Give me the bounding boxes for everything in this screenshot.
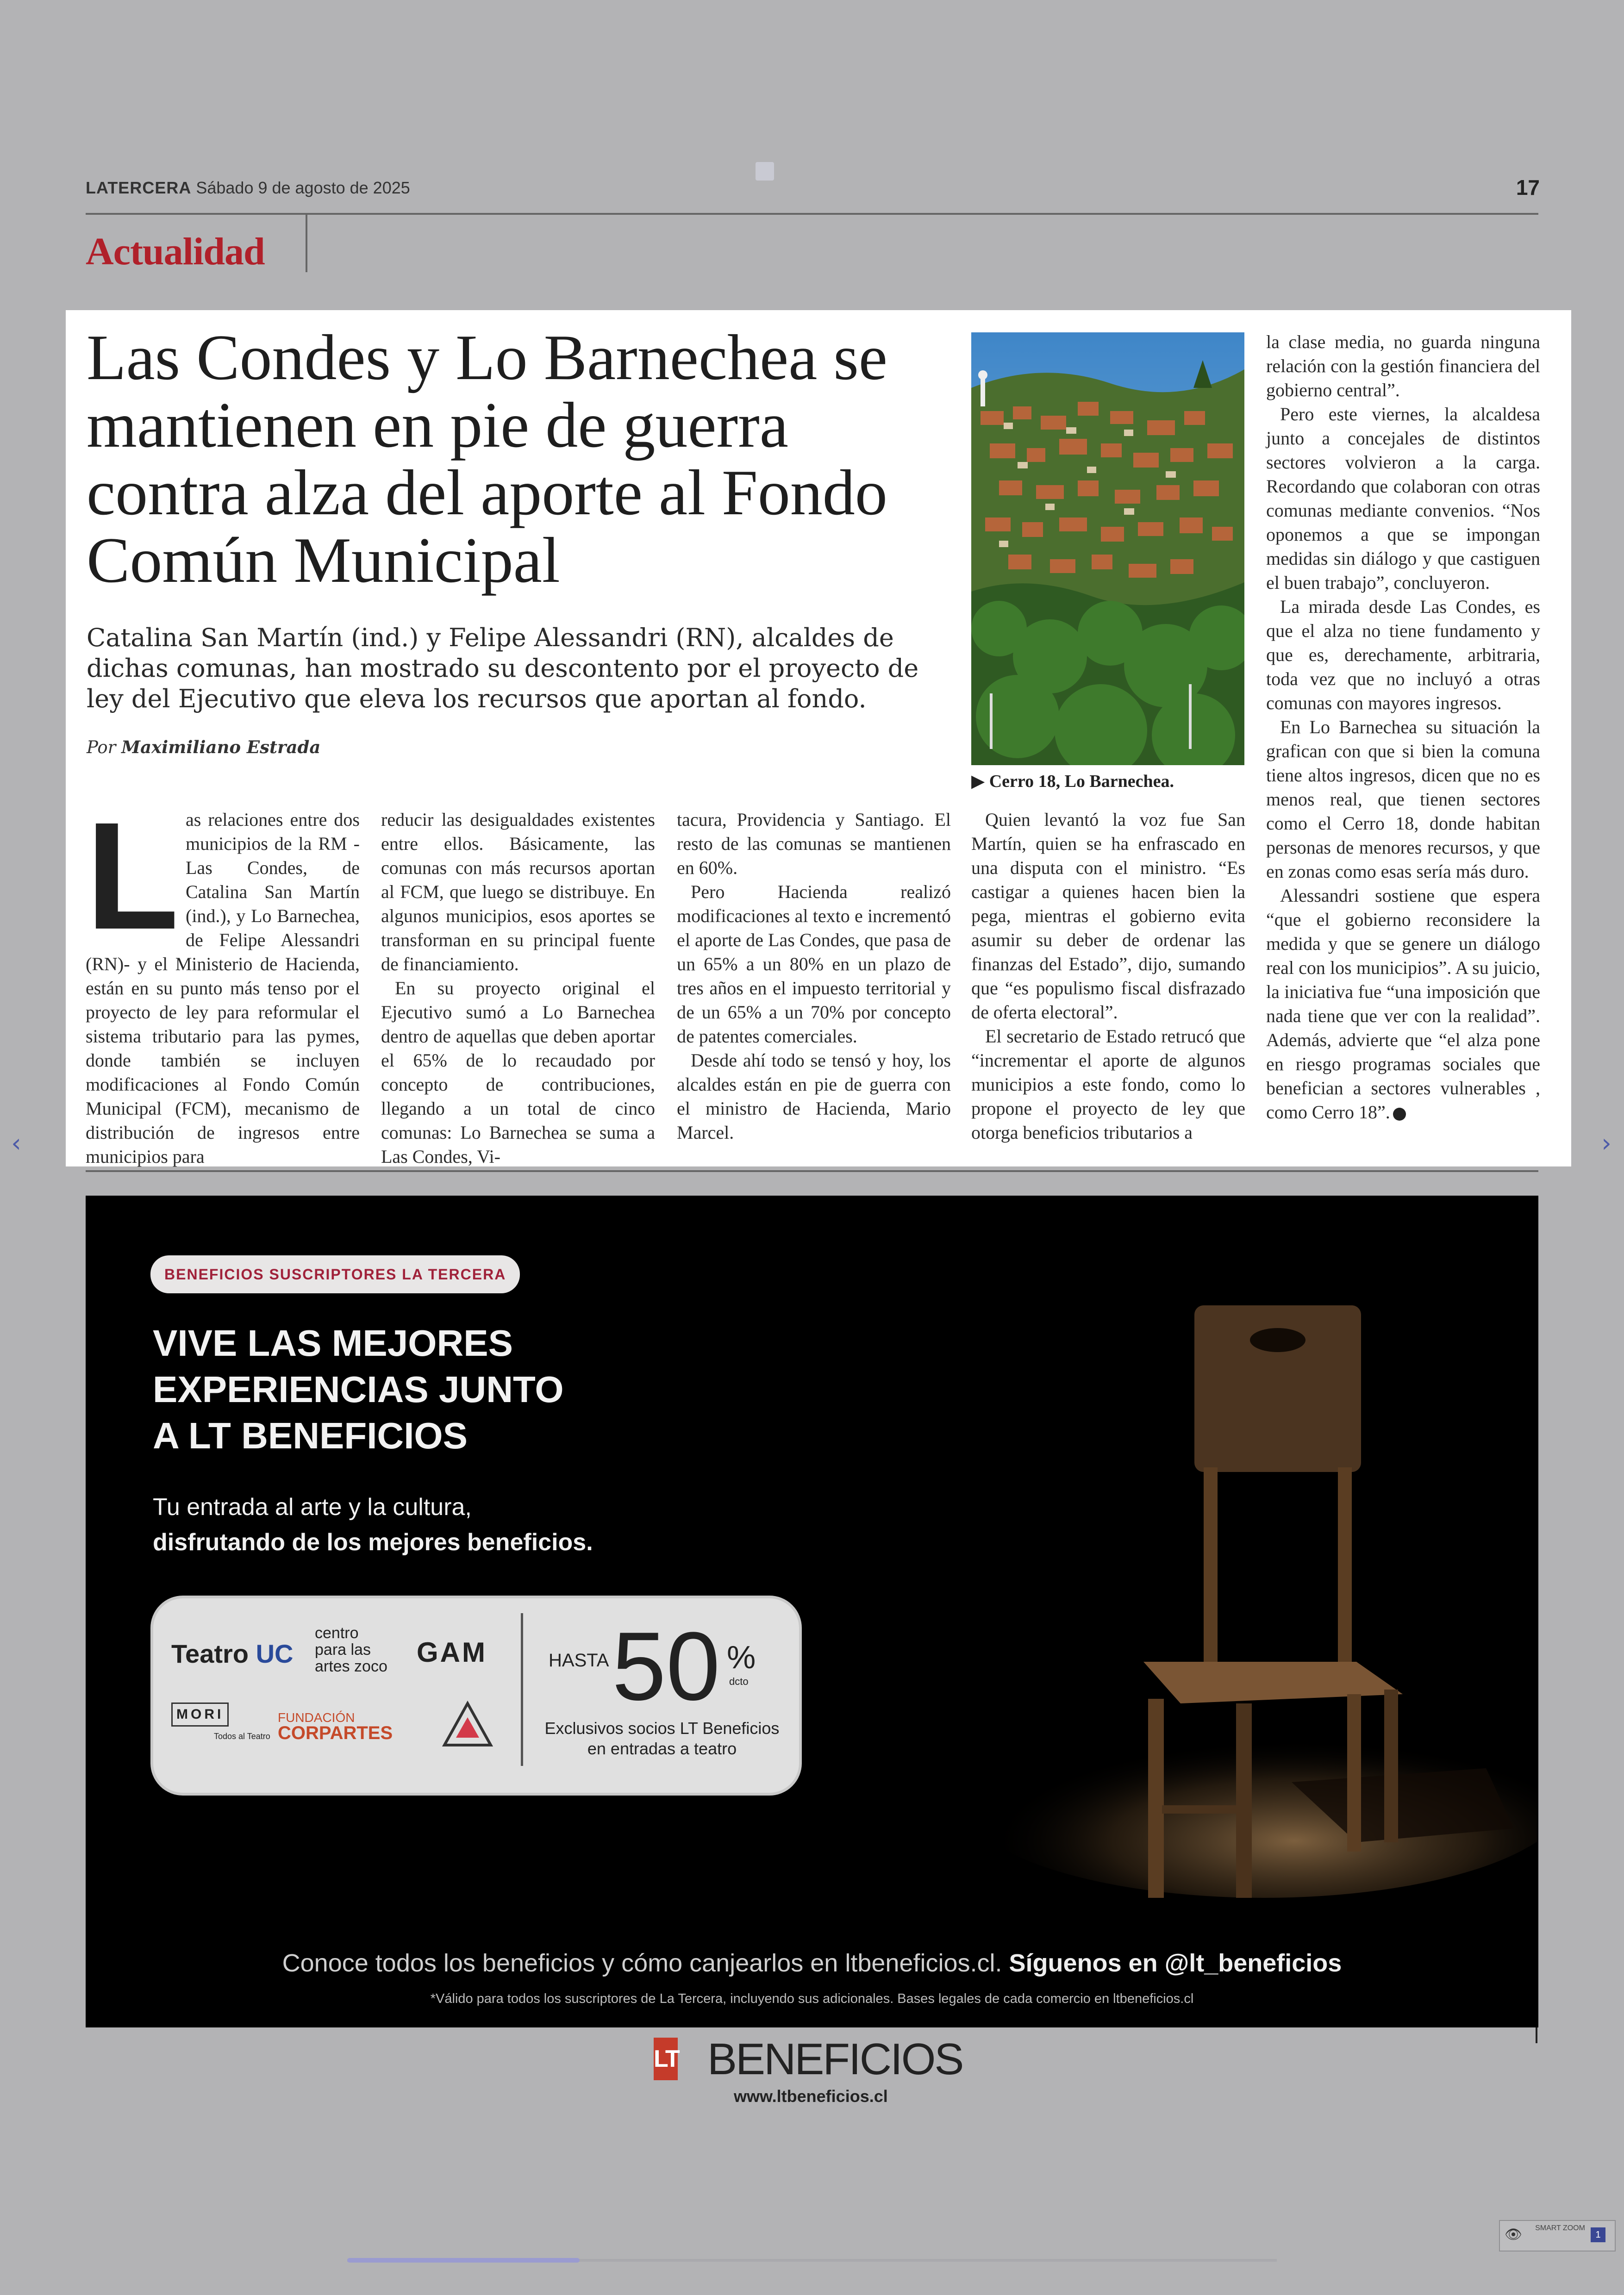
page-marker: [756, 162, 774, 181]
paragraph: la clase media, no guarda ninguna relación con la gestión financiera del gobierno central”.: [1266, 331, 1540, 400]
section-divider: [306, 214, 307, 272]
smart-zoom-label: SMART ZOOM: [1535, 2224, 1585, 2232]
paragraph: tacura, Providencia y Santiago. El resto de las comunas se mantienen en 60%.: [677, 809, 951, 878]
ad-legal-note: *Válido para todos los suscriptores de La Tercera, incluyendo sus adicionales. Bases legales de cada comercio en ltbeneficios.cl: [430, 1991, 1194, 2006]
deck: Catalina San Martín (ind.) y Felipe Alessandri (RN), alcaldes de dichas comunas, han mostrado su descontento por el proyecto de ley del Ejecutivo que eleva los recursos que aportan al fondo.: [87, 623, 919, 713]
discount-note: Exclusivos socios LT Beneficios en entradas a teatro: [544, 1719, 780, 1758]
centro-artes-zoco-logo: centro para las artes zoco: [315, 1624, 387, 1675]
paragraph: reducir las desigualdades existentes entre ellos. Básicamente, las comunas con más recursos aportan al FCM, que luego se distribuye. En algunos municipios, esos aportes se transforman en su principal fuente de financiamiento.: [381, 809, 655, 974]
paragraph: En Lo Barnechea su situación la grafican con que si bien la comuna tiene altos ingresos, dicen que no es menos real, que tienen sectores como el Cerro 18, donde habitan personas de menores recursos, y que en zonas como esas sería más duro.: [1266, 717, 1540, 882]
masthead: [86, 178, 410, 198]
paragraph: La mirada desde Las Condes, es que el alza no tiene fundamento y que es, derechamente, arbitraria, toda vez que no incluyó a otras comunas con mayores ingresos.: [1266, 596, 1540, 713]
paragraph: Pero este viernes, la alcaldesa junto a concejales de distintos sectores volvieron a la carga. Recordando que colaboran con otras comunas mediante convenios. “Nos oponemos a que se impongan medidas sin diálogo y que castiguen el buen trabajo”, concluyeron.: [1266, 404, 1540, 593]
article-column-1: [86, 790, 360, 1169]
lt-beneficios-url[interactable]: www.ltbeneficios.cl: [734, 2087, 888, 2106]
photo-cerro-18: [971, 332, 1244, 765]
article-column-5: [1266, 330, 1540, 1124]
article-column-2: [381, 808, 655, 1169]
article-column-4: [971, 808, 1245, 1145]
byline-author: Maximiliano Estrada: [121, 737, 321, 757]
corpartes-logo-top: FUNDACIÓN: [278, 1710, 355, 1725]
mori-logo: MORI: [171, 1703, 229, 1727]
caption-arrow-icon: ▶: [971, 772, 985, 791]
ad-subtitle: Tu entrada al arte y la cultura, disfrutando de los mejores beneficios.: [153, 1494, 593, 1556]
paragraph: El secretario de Estado retrucó que “incrementar el aporte de algunos municipios a este fondo, como lo propone el proyecto de ley que otorga beneficios tributarios a: [971, 1026, 1245, 1143]
triangle-partner-logo: [440, 1700, 495, 1751]
paragraph: Desde ahí todo se tensó y hoy, los alcaldes están en pie de guerra con el ministro de Hacienda, Mario Marcel.: [677, 1050, 951, 1143]
chair-illustration: [940, 1296, 1537, 1944]
bottom-rule: [86, 1170, 1538, 1172]
lt-logo: LT: [654, 2038, 678, 2080]
paragraph: Pero Hacienda realizó modificaciones al texto e incrementó el aporte de Las Condes, que pasa de un 65% a un 80% en un plazo de tres años en el impuesto territorial y de un 65% a un 70% por concepto de patentes comerciales.: [677, 881, 951, 1047]
article-column-3: [677, 808, 951, 1145]
eye-icon: 👁: [1505, 2226, 1523, 2243]
paragraph: Quien levantó la voz fue San Martín, quien se ha enfrascado en una disputa con el ministro. “Es castigar a quienes hacen bien la pega, mientras el gobierno evita asumir su deber de ordenar las finanzas del Estado”, dijo, sumando que “es populismo fiscal disfrazado de oferta electoral”.: [971, 809, 1245, 1023]
paragraph: En su proyecto original el Ejecutivo sumó a Lo Barnechea dentro de aquellas que deben aportar el 65% de lo recaudado por concepto de contribuciones, llegando a un total de cinco comunas: Lo Barnechea se suma a Las Condes, Vi-: [381, 978, 655, 1167]
end-of-article-icon: [1393, 1108, 1406, 1121]
teatro-uc-logo: Teatro UC: [171, 1639, 294, 1668]
partners-box-divider: [521, 1613, 523, 1766]
photo-caption: ▶ Cerro 18, Lo Barnechea.: [971, 772, 1174, 791]
ad-tag: BENEFICIOS SUSCRIPTORES LA TERCERA: [150, 1255, 520, 1293]
reading-progress-fill: [347, 2258, 580, 2263]
headline: Las Condes y Lo Barnechea se mantienen en pie de guerra contra alza del aporte al Fondo Común Municipal: [87, 322, 887, 596]
paragraph: Alessandri sostiene que espera “que el gobierno reconsidere la medida y que se genere un diálogo real con los municipios”. A su juicio, la iniciativa fue “una imposición que nada tiene que ver con la realidad”. Además, advierte que “el alza pone en riesgo programas sociales que benefician a sectores vulnerables , como Cerro 18”.: [1266, 885, 1540, 1123]
mori-logo-tagline: Todos al Teatro: [214, 1732, 270, 1741]
discount-value: 50: [612, 1612, 720, 1721]
byline-prefix: Por: [87, 737, 116, 757]
drop-cap: L: [86, 790, 179, 961]
page-number: 17: [1516, 175, 1540, 200]
ad-edge-line: [1536, 2027, 1537, 2043]
corpartes-logo: CORPARTES: [278, 1723, 393, 1743]
discount-unit: dcto: [729, 1676, 749, 1687]
top-rule: [86, 213, 1538, 215]
chevron-left-icon[interactable]: ‹: [11, 1129, 21, 1158]
discount-percent: %: [727, 1639, 756, 1675]
issue-date: Sábado 9 de agosto de 2025: [196, 178, 410, 197]
gam-logo: GAM: [417, 1637, 487, 1668]
discount-prefix: HASTA: [549, 1650, 609, 1671]
byline: [87, 737, 320, 757]
paragraph: as relaciones entre dos municipios de la RM -Las Condes, de Catalina San Martín (ind.), y Lo Barnechea, de Felipe Alessandri (RN)- y el Ministerio de Hacienda, están en su punto más tenso por el proyecto de ley para reformular el sistema tributario para las pymes, donde también se incluyen modificaciones al Fondo Común Municipal (FCM), mecanismo de distribución de ingresos entre municipios para: [86, 809, 360, 1167]
newspaper-brand: LATERCERA: [86, 178, 192, 197]
chevron-right-icon[interactable]: ›: [1601, 1129, 1612, 1158]
section-label: Actualidad: [86, 230, 265, 273]
ad-call-to-action: Conoce todos los beneficios y cómo canjearlos en ltbeneficios.cl. Síguenos en @lt_beneficios: [282, 1949, 1342, 1977]
lt-beneficios-wordmark: BENEFICIOS: [707, 2034, 963, 2084]
ad-title: VIVE LAS MEJORES EXPERIENCIAS JUNTO A LT BENEFICIOS: [153, 1322, 564, 1456]
smart-zoom-count-badge: 1: [1591, 2227, 1605, 2242]
